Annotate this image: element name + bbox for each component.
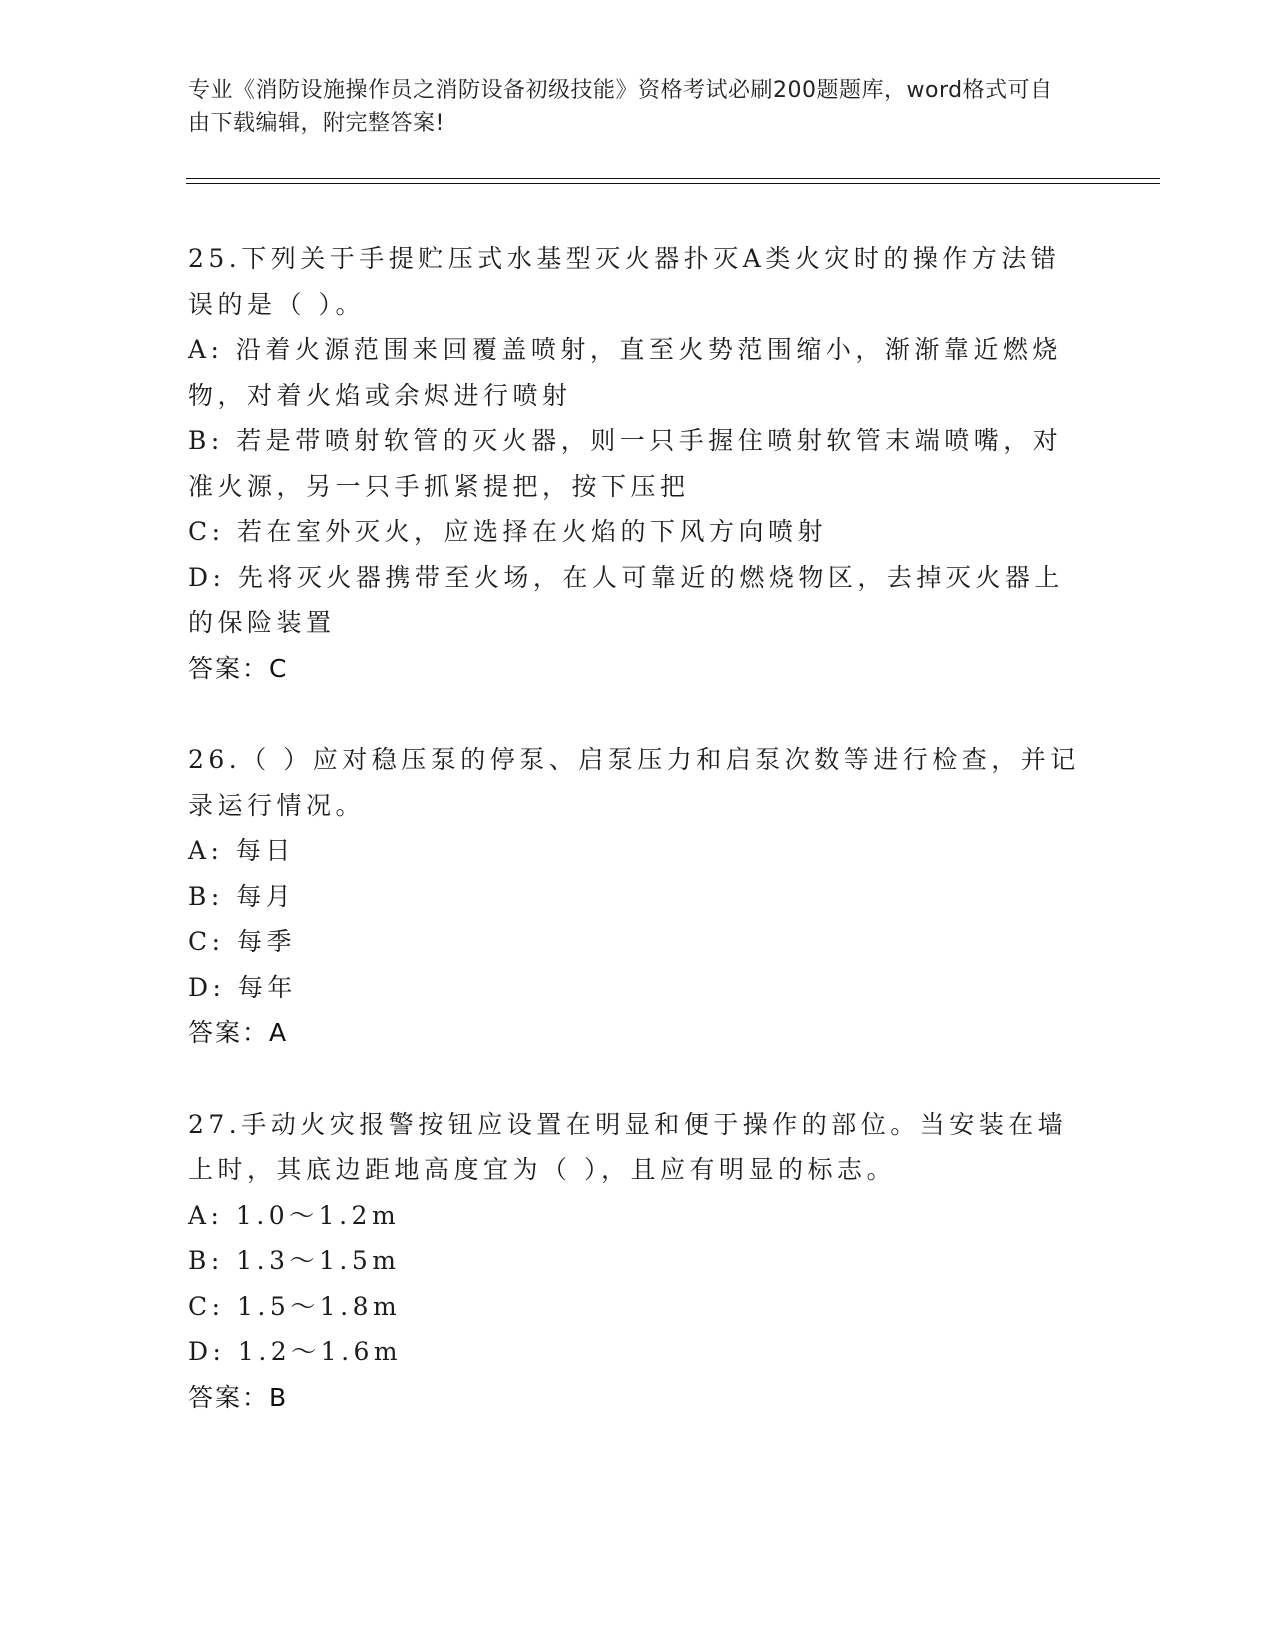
option-b: B: 每月 (188, 881, 296, 911)
question-stem: 27.手动火灾报警按钮应设置在明显和便于操作的部位。当安装在墙上时，其底边距地高度宜为（ ），且应有明显的标志。 (188, 1109, 1068, 1184)
question-26 (188, 737, 1088, 1056)
option-c: C: 若在室外灭火，应选择在火焰的下风方向喷射 (188, 517, 827, 546)
option-a: A: 1.0～1.2m (188, 1200, 401, 1230)
option-d: D: 每年 (188, 972, 297, 1002)
question-stem: 25.下列关于手提贮压式水基型灭火器扑灭A类火灾时的操作方法错误的是（ ）。 (188, 244, 1061, 319)
question-list (188, 236, 1088, 1466)
option-c: C: 每季 (188, 927, 296, 956)
option-b: B: 1.3～1.5m (188, 1246, 401, 1275)
option-a: A: 沿着火源范围来回覆盖喷射，直至火势范围缩小，渐渐靠近燃烧物，对着火焰或余烬进行喷射 (188, 335, 1062, 410)
option-d: D: 1.2～1.6m (188, 1337, 403, 1366)
header-divider-bottom (186, 183, 1160, 184)
question-stem: 26.（ ）应对稳压泵的停泵、启泵压力和启泵次数等进行检查，并记录运行情况。 (188, 745, 1080, 820)
option-a: A: 每日 (188, 836, 295, 865)
question-25 (188, 236, 1088, 691)
option-c: C: 1.5～1.8m (188, 1291, 402, 1321)
answer-text: 答案：A (188, 1018, 289, 1047)
document-header: 专业《消防设施操作员之消防设备初级技能》资格考试必刷200题题库，word格式可自由下载编辑，附完整答案! (188, 78, 1053, 136)
answer-text: 答案：C (188, 653, 289, 683)
answer-text: 答案：B (188, 1382, 289, 1412)
question-27 (188, 1102, 1088, 1421)
option-b: B: 若是带喷射软管的灭火器，则一只手握住喷射软管末端喷嘴，对准火源，另一只手抓紧提把，按下压把 (188, 426, 1063, 501)
header-divider-top (186, 178, 1160, 179)
option-d: D: 先将灭火器携带至火场，在人可靠近的燃烧物区，去掉灭火器上的保险装置 (188, 562, 1064, 637)
